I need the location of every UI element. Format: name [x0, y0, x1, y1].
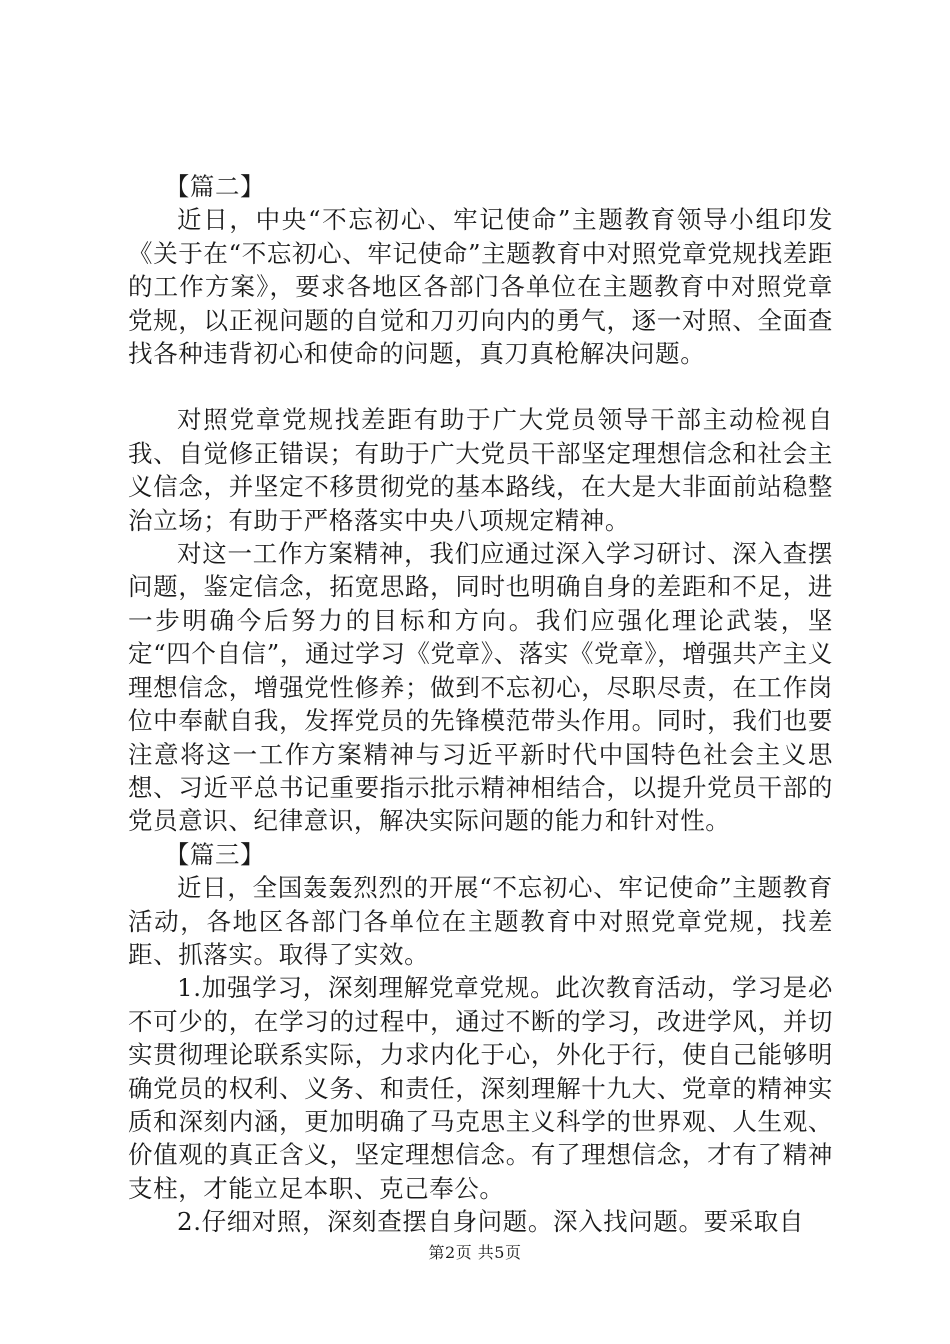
paragraph: 对这一工作方案精神，我们应通过深入学习研讨、深入查摆问题，鉴定信念，拓宽思路，同时也明确自身的差距和不足，进一步明确今后努力的目标和方向。我们应强化理论武装，坚定“四个自信”，通过学习《党章》、落实《党章》，增强共产主义理想信念，增强党性修养；做到不忘初心，尽职尽责，在工作岗位中奉献自我，发挥党员的先锋模范带头作用。同时，我们也要注意将这一工作方案精神与习近平新时代中国特色社会主义思想、习近平总书记重要指示批示精神相结合，以提升党员干部的党员意识、纪律意识，解决实际问题的能力和针对性。 — [128, 539, 833, 836]
paragraph: 近日，全国轰轰烈烈的开展“不忘初心、牢记使命”主题教育活动，各地区各部门各单位在主题教育中对照党章党规，找差距、抓落实。取得了实效。 — [128, 873, 833, 969]
paragraph: 近日，中央“不忘初心、牢记使命”主题教育领导小组印发《关于在“不忘初心、牢记使命”主题教育中对照党章党规找差距的工作方案》，要求各地区各部门各单位在主题教育中对照党章党规，以正视问题的自觉和刀刃向内的勇气，逐一对照、全面查找各种违背初心和使命的问题，真刀真枪解决问题。 — [128, 205, 833, 369]
section-heading-3: 【篇三】 — [164, 839, 266, 869]
page-number: 第2页 共5页 — [428, 1243, 522, 1262]
paragraph: 对照党章党规找差距有助于广大党员领导干部主动检视自我、自觉修正错误；有助于广大党员干部坚定理想信念和社会主义信念，并坚定不移贯彻党的基本路线，在大是大非面前站稳整治立场；有助于严格落实中央八项规定精神。 — [128, 405, 833, 535]
paragraph-gap — [128, 370, 833, 403]
section-heading-2: 【篇二】 — [164, 172, 266, 201]
paragraph: 1.加强学习，深刻理解党章党规。此次教育活动，学习是必不可少的，在学习的过程中，通过不断的学习，改进学风，并切实贯彻理论联系实际，力求内化于心，外化于行，使自己能够明确党员的权利、义务、和责任，深刻理解十九大、党章的精神实质和深刻内涵，更加明确了马克思主义科学的世界观、人生观、价值观的真正含义，坚定理想信念。有了理想信念，才有了精神支柱，才能立足本职、克己奉公。 — [128, 973, 833, 1203]
paragraph: 2.仔细对照，深刻查摆自身问题。深入找问题。要采取自 — [177, 1207, 804, 1237]
document-body — [128, 170, 833, 1239]
